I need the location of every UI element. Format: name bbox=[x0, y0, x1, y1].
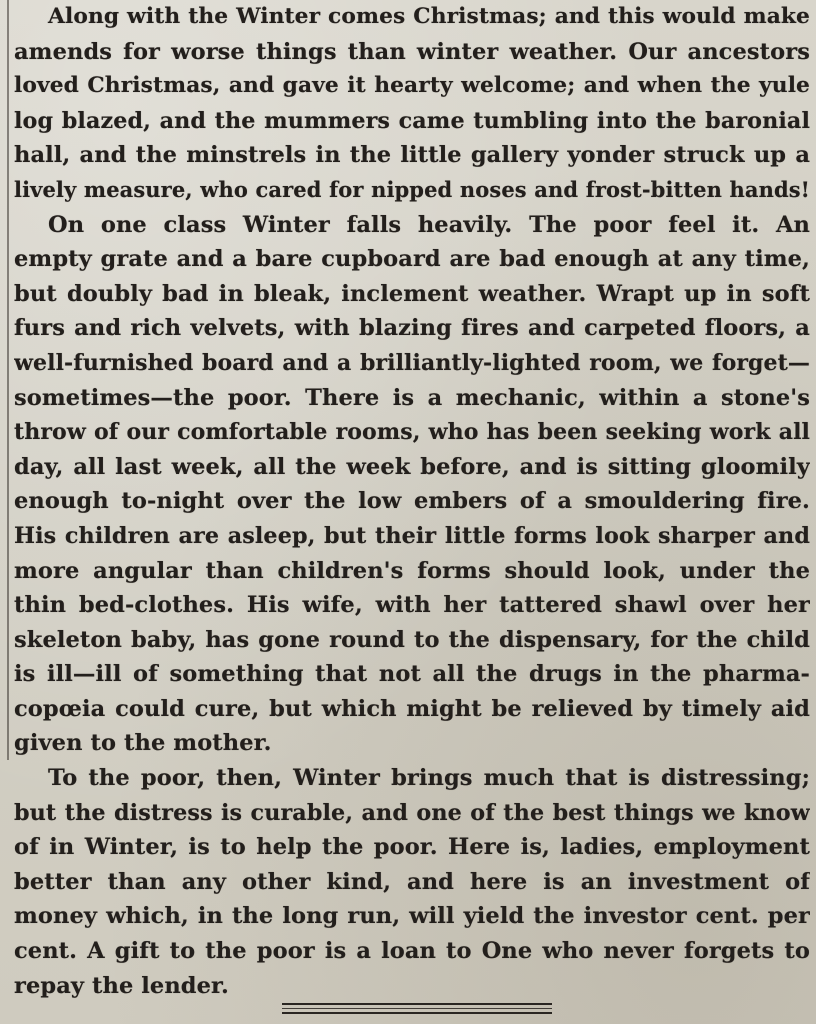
text-line: To the poor, then, Winter brings much that is distressing; bbox=[48, 765, 810, 792]
text-line: hall, and the minstrels in the little gallery yonder struck up a bbox=[14, 142, 810, 169]
text-line: On one class Winter falls heavily. The poor feel it. An bbox=[48, 211, 810, 238]
text-line: more angular than children's forms should look, under the bbox=[14, 557, 810, 584]
text-line: given to the mother. bbox=[14, 730, 272, 757]
text-line: log blazed, and the mummers came tumbling into the baronial bbox=[14, 107, 810, 134]
divider bbox=[282, 1008, 552, 1009]
text-line: copœia could cure, but which might be relieved by timely aid bbox=[14, 695, 810, 722]
column-rule bbox=[7, 0, 9, 760]
divider bbox=[282, 1003, 552, 1005]
text-line: day, all last week, all the week before, and is sitting gloomily bbox=[14, 453, 810, 480]
text-line: lively measure, who cared for nipped noses and frost-bitten hands! bbox=[14, 176, 810, 202]
text-line: well-furnished board and a brilliantly-lighted room, we forget— bbox=[14, 349, 810, 376]
text-line: thin bed-clothes. His wife, with her tattered shawl over her bbox=[14, 592, 810, 619]
text-line: but doubly bad in bleak, inclement weather. Wrapt up in soft bbox=[14, 280, 810, 307]
text-line: but the distress is curable, and one of the best things we know bbox=[14, 799, 810, 826]
article-text bbox=[14, 0, 810, 1003]
text-line: sometimes—the poor. There is a mechanic, within a stone's bbox=[14, 384, 810, 411]
text-line: empty grate and a bare cupboard are bad enough at any time, bbox=[14, 246, 810, 273]
text-line: furs and rich velvets, with blazing fires and carpeted floors, a bbox=[14, 315, 810, 342]
text-line: loved Christmas, and gave it hearty welcome; and when the yule bbox=[14, 73, 810, 99]
text-line: cent. A gift to the poor is a loan to One who never forgets to bbox=[14, 938, 810, 965]
section-end-rule bbox=[282, 1003, 552, 1017]
text-line: repay the lender. bbox=[14, 972, 229, 999]
text-line: skeleton baby, has gone round to the dispensary, for the child bbox=[14, 626, 810, 653]
text-line: money which, in the long run, will yield the investor cent. per bbox=[14, 903, 810, 930]
text-line: throw of our comfortable rooms, who has been seeking work all bbox=[14, 419, 810, 446]
text-line: amends for worse things than winter weather. Our ancestors bbox=[14, 38, 810, 65]
text-line: His children are asleep, but their little forms look sharper and bbox=[14, 522, 810, 549]
text-line: better than any other kind, and here is an investment of bbox=[14, 868, 810, 895]
text-line: is ill—ill of something that not all the drugs in the pharma- bbox=[14, 661, 810, 688]
text-line: of in Winter, is to help the poor. Here is, ladies, employment bbox=[14, 834, 810, 861]
text-line: Along with the Winter comes Christmas; and this would make bbox=[48, 4, 810, 29]
text-line: enough to-night over the low embers of a smouldering fire. bbox=[14, 488, 810, 515]
divider bbox=[282, 1012, 552, 1014]
